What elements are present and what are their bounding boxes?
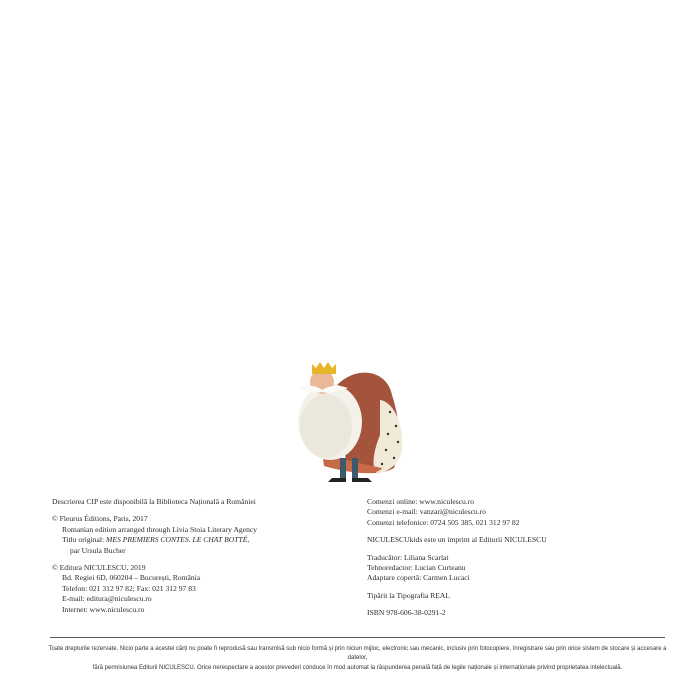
right-column xyxy=(367,497,547,619)
orders-email: Comenzi e-mail: vanzari@niculescu.ro xyxy=(367,507,486,517)
isbn: ISBN 978-606-38-0291-2 xyxy=(367,608,446,618)
orders-online: Comenzi online: www.niculescu.ro xyxy=(367,497,475,506)
rights-line-1: Toate drepturile rezervate. Nicio parte a acestei cărți nu poate fi reprodusă sau transmisă sub nicio formă și prin niciun mijloc, electronic sau mecanic, inclusiv prin fotocopiere, înregistrare sau prin orice sistem de stocare și accesare a datelor, xyxy=(48,646,667,662)
email: E-mail: editura@niculescu.ro xyxy=(62,594,152,604)
internet: Internet: www.niculescu.ro xyxy=(62,604,145,614)
tech-editor: Tehnoredactor: Lucian Curteanu xyxy=(367,563,466,573)
original-title-label: Titlu original: xyxy=(62,535,107,545)
printer: Tipărit la Tipografia REAL xyxy=(367,590,451,600)
king-illustration xyxy=(282,340,412,490)
orders-phone: Comenzi telefonice: 0724 505 385, 021 312 97 82 xyxy=(367,517,520,527)
rights-line-2: fără permisiunea Editurii NICULESCU. Orice nerespectare a acestor prevederi conduce în mod automat la răspunderea penală față de legile naționale și internaționale privind proprietatea intelectuală. xyxy=(92,664,623,671)
address: Bd. Regiei 6D, 060204 – București, România xyxy=(62,573,201,583)
rights-notice xyxy=(40,645,675,673)
phone: Telefon: 021 312 97 82; Fax: 021 312 97 83 xyxy=(62,583,196,593)
cip-note: Descrierea CIP este disponibilă la Biblioteca Națională a României xyxy=(52,497,256,506)
crown xyxy=(312,362,336,374)
copyright-niculescu: © Editura NICULESCU, 2019 xyxy=(52,563,146,573)
cover-adaptation: Adaptare copertă: Carmen Lucaci xyxy=(367,573,470,583)
divider xyxy=(50,637,665,638)
romanian-edition: Romanian edition arranged through Livia Stoia Literary Agency xyxy=(62,524,258,534)
original-title-line xyxy=(52,535,257,545)
copyright-fleurus: © Fleurus Éditions, Paris, 2017 xyxy=(52,514,148,524)
imprint: NICULESCUkids este un imprint al Editurii NICULESCU xyxy=(367,535,547,545)
original-title: MES PREMIERS CONTES. LE CHAT BOTTÉ, xyxy=(106,535,250,545)
left-column xyxy=(52,497,257,615)
translator: Traducător: Liliana Scarlat xyxy=(367,552,449,562)
original-author: par Ursula Bucher xyxy=(70,545,126,555)
